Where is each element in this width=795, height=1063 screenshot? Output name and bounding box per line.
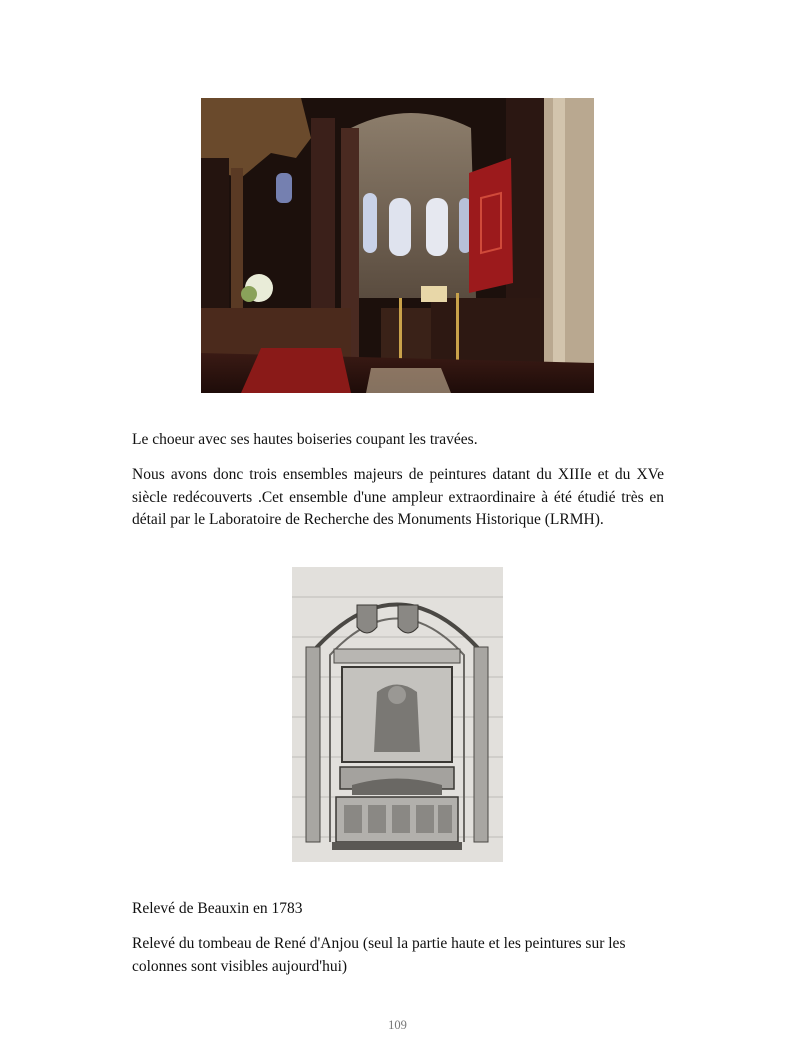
caption-choir: Le choeur avec ses hautes boiseries coupant les travées.: [132, 431, 478, 448]
tomb-drawing: [292, 567, 503, 862]
body-paragraph: Nous avons donc trois ensembles majeurs de peintures datant du XIIIe et du XVe siècle redécouverts .Cet ensemble d'une ampleur extraordinaire à été étudié très en détail par le Laboratoire de Recherche des Monuments Historique (LRMH).: [132, 466, 664, 528]
caption-tomb: Relevé du tombeau de René d'Anjou (seul la partie haute et les peintures sur les colonnes sont visibles aujourd'hui): [132, 935, 626, 975]
choir-photo-illustration: [201, 98, 594, 393]
choir-photo: [201, 98, 594, 393]
caption-drawing: Relevé de Beauxin en 1783: [132, 900, 303, 917]
page-number: 109: [388, 1018, 407, 1032]
tomb-drawing-illustration: [292, 567, 503, 862]
